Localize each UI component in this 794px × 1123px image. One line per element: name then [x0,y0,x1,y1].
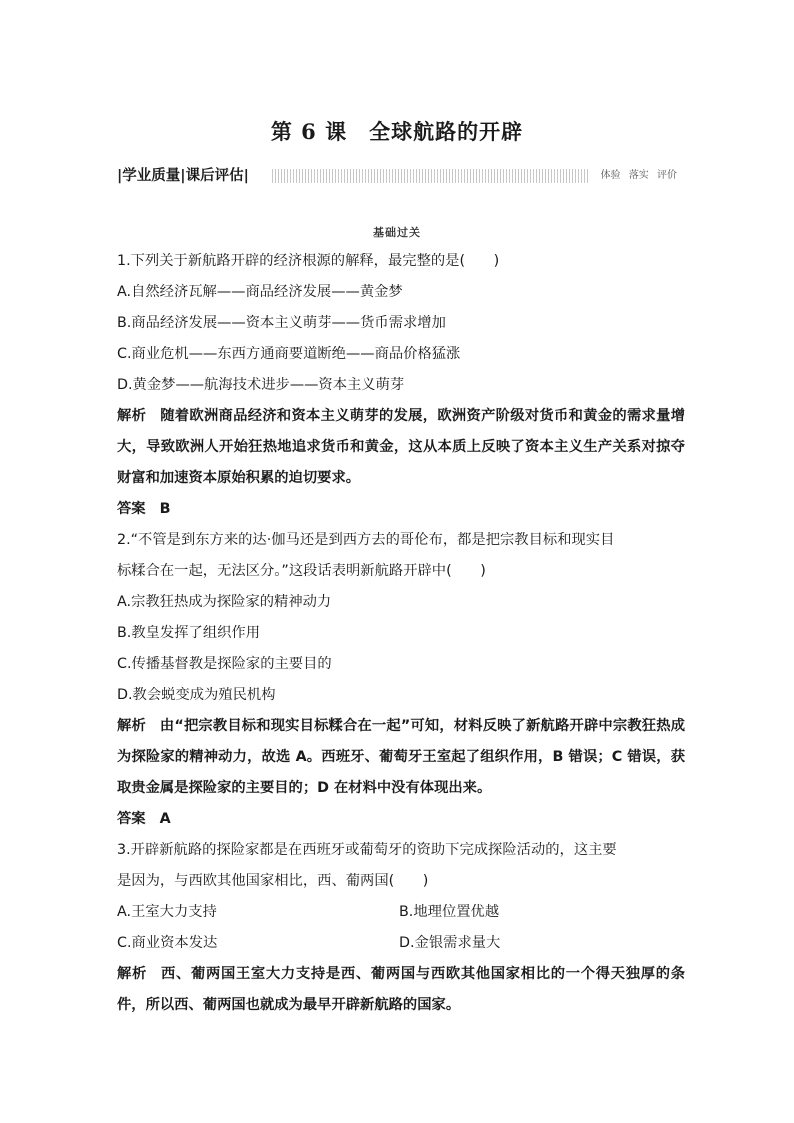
section-label: |学业质量|课后评估| [117,167,252,186]
question-option: D.黄金梦——航海技术进步——资本主义萌芽 [117,377,405,393]
question-stem: 是因为，与西欧其他国家相比，西、葡两国( ) [117,873,429,889]
question-stem: 标糅合在一起，无法区分。”这段话表明新航路开辟中( ) [117,563,486,579]
answer-label: 答案 [117,811,146,827]
section-right-item: 评价 [657,170,677,181]
answer [117,494,685,525]
answer-value: B [159,501,171,517]
question-option: C.商业危机——东西方通商要道断绝——商品价格猛涨 [117,346,461,362]
question-option: A.宗教狂热成为探险家的精神动力 [117,594,332,610]
section-label-part1: 学业质量 [122,168,181,184]
answer-value: A [159,811,171,827]
section-right-labels [590,168,677,184]
question-block [117,835,685,1021]
question-option: D.教会蜕变成为殖民机构 [117,687,276,703]
answer [117,804,685,835]
section-right-item: 落实 [628,170,649,181]
analysis-text: 随着欧洲商品经济和资本主义萌芽的发展，欧洲资产阶级对货币和黄金的需求量增大，导致欧洲人开始狂热地追求货币和黄金，这从本质上反映了资本主义生产关系对掠夺财富和加速资本原始积累的迫切要求。 [117,408,686,486]
analysis-text: 由“把宗教目标和现实目标糅合在一起”可知，材料反映了新航路开辟中宗教狂热成为探险家的精神动力，故选 A。西班牙、葡萄牙王室起了组织作用，B 错误；C 错误，获取贵金属是探险家的主要目的；D 在材料中没有体现出来。 [117,718,685,796]
section-label-part2: 课后评估 [185,168,244,184]
analysis-label: 解析 [117,718,146,734]
question-option: D.金银需求量大 [399,935,501,951]
analysis [117,711,685,804]
question-stem: 2.“不管是到东方来的达·伽马还是到西方去的哥伦布，都是把宗教目标和现实目 [117,532,615,548]
analysis-label: 解析 [117,966,147,982]
subsection-title: 基础过关 [373,226,421,239]
question-option: C.传播基督教是探险家的主要目的 [117,656,332,672]
question-block [117,525,685,835]
question-option: C.商业资本发达 [117,935,218,951]
question-stem: 3.开辟新航路的探险家都是在西班牙或葡萄牙的资助下完成探险活动的，这主要 [117,842,617,858]
lesson-title: 第 6 课 全球航路的开辟 [270,119,524,144]
question-option: B.地理位置优越 [399,904,500,920]
question-list [117,246,685,1021]
question-option: B.商品经济发展——资本主义萌芽——货币需求增加 [117,315,446,331]
analysis-label: 解析 [117,408,147,424]
analysis [117,959,685,1021]
section-header-bar [117,167,677,186]
analysis [117,401,685,494]
question-block [117,246,685,525]
answer-label: 答案 [117,501,146,517]
question-option: A.王室大力支持 [117,904,217,920]
option-row [117,928,685,959]
question-option: A.自然经济瓦解——商品经济发展——黄金梦 [117,284,403,300]
question-stem: 1.下列关于新航路开辟的经济根源的解释，最完整的是( ) [117,253,500,269]
option-row [117,897,685,928]
analysis-text: 西、葡两国王室大力支持是西、葡两国与西欧其他国家相比的一个得天独厚的条件，所以西、葡两国也就成为最早开辟新航路的国家。 [117,966,685,1013]
question-option: B.教皇发挥了组织作用 [117,625,261,641]
section-right-item: 体验 [600,170,621,181]
